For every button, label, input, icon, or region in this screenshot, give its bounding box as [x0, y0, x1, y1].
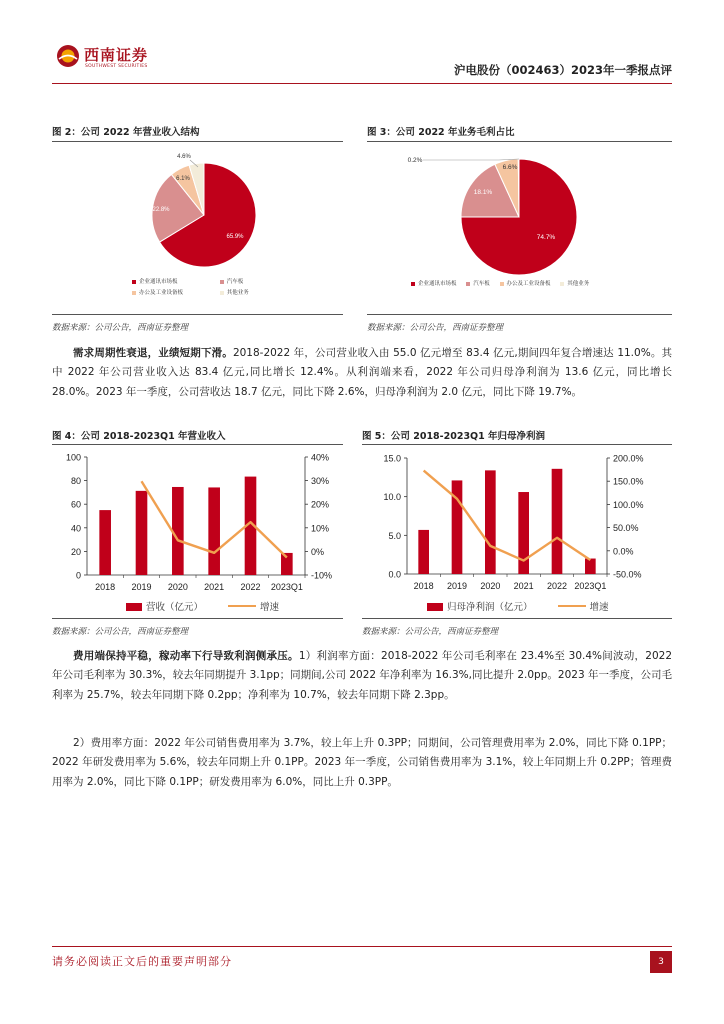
header-rule [52, 83, 672, 84]
x-tick-label: 2022 [240, 582, 261, 592]
fig4-combo-chart [52, 445, 343, 600]
report-title: 沪电股份（002463）2023年一季报点评 [453, 63, 672, 77]
chart-bar [418, 530, 429, 574]
x-tick-label: 2020 [167, 582, 188, 592]
growth-line [424, 471, 591, 561]
chart-bar [208, 487, 220, 575]
fig3-title: 图 3：公司 2022 年业务毛利占比 [367, 127, 515, 138]
logo-subtext: SOUTHWEST SECURITIES [85, 64, 148, 69]
legend-item: 其他业务 [560, 281, 589, 287]
y-tick-label-left: 80 [70, 476, 81, 487]
pie-value-label: 74.7% [536, 234, 556, 241]
y-tick-label-right: 0.0% [613, 546, 634, 557]
pie-value-label: 65.9% [226, 234, 244, 240]
y-tick-label-right: -50.0% [613, 569, 642, 580]
fig2-bottom-rule [52, 314, 343, 315]
pie-value-label: 18.1% [473, 189, 493, 196]
logo-icon [56, 44, 80, 68]
paragraph-heading: 费用端保持平稳，稼动率下行导致利润侧承压。 [73, 650, 299, 662]
fig5-bottom-rule [362, 618, 672, 619]
fig5-combo-chart [362, 445, 672, 600]
paragraph-body: 1）利润率方面：2018-2022 年公司毛利率在 23.4%至 30.4%间波动，2022 年公司毛利率为 30.3%，较去年同期提升 3.1pp；同期间,公司 2022 年净利率为 16.3%,同比提升 2.0pp。2023 年一季度，公司毛利率为 25.7%，较去年同期下降 0.2pp；净利率为 10.7%，较去年同期下降 2.3pp。 [52, 650, 673, 701]
paragraph-body: 2）费用率方面：2022 年公司销售费用率为 3.7%，较上年上升 0.3PP；同期间，公司管理费用率为 2.0%，同比下降 0.1PP；2022 年研发费用率为 5.6%，较去年同期上升 0.1PP。2023 年一季度，公司销售费用率为 3.1%，较上年同期上升 0.2PP；管理费用率为 2.0%，同比下降 0.1PP；研发费用率为 6.0%，同比上升 0.3PP。 [52, 737, 672, 788]
paragraph-body: 2018-2022 年，公司营业收入由 55.0 亿元增至 83.4 亿元,期间四年复合增速达 11.0%。其中 2022 年公司营业收入达 83.4 亿元,同比增长 12.4%。从利润端来看，2022 年公司归母净利润为 13.6 亿元，同比增长 28.0%。2023 年一季度，公司营收达 18.7 亿元，同比下降 2.6%，归母净利润为 2.0 亿元，同比下降 19.7%。 [52, 347, 672, 398]
chart-bar [172, 487, 184, 575]
pie-value-label: 6.1% [176, 176, 190, 182]
x-tick-label: 2020 [480, 581, 501, 591]
legend-item: 其他业务 [220, 290, 249, 296]
fig3-legend [411, 279, 589, 287]
fig3-source: 数据来源：公司公告，西南证券整理 [367, 323, 504, 333]
footer-rule [52, 946, 672, 947]
fig2-title: 图 2：公司 2022 年营业收入结构 [52, 127, 200, 138]
legend-item: 企业通讯市场板 [411, 281, 457, 287]
disclaimer-note: 请务必阅读正文后的重要声明部分 [52, 955, 232, 968]
legend-item: 汽车板 [220, 279, 244, 285]
y-tick-label-right: 50.0% [613, 523, 639, 534]
pie-value-label: 6.6% [502, 164, 518, 171]
y-tick-label-right: 200.0% [613, 453, 644, 464]
fig5-legend [427, 599, 609, 613]
fig4-source: 数据来源：公司公告，西南证券整理 [52, 627, 189, 637]
y-tick-label-left: 5.0 [388, 530, 401, 541]
x-tick-label: 2023Q1 [270, 582, 303, 592]
pie-value-label: 0.2% [407, 157, 423, 164]
x-tick-label: 2019 [446, 581, 468, 591]
fig2-source: 数据来源：公司公告，西南证券整理 [52, 323, 189, 333]
legend-item-bar: 营收（亿元） [126, 602, 203, 613]
y-tick-label-right: 40% [311, 452, 330, 463]
y-tick-label-right: 20% [311, 499, 330, 510]
x-tick-label: 2021 [204, 582, 225, 592]
paragraph-revenue [52, 344, 672, 402]
legend-item: 办公及工业设备板 [132, 288, 218, 296]
chart-bar [136, 491, 148, 575]
logo-text: 西南证券 [84, 46, 149, 64]
y-tick-label-left: 0 [75, 570, 81, 581]
fig5-source: 数据来源：公司公告，西南证券整理 [362, 627, 499, 637]
y-tick-label-left: 10.0 [383, 492, 401, 503]
paragraph-profitability [52, 647, 672, 705]
pie-leader-line [423, 159, 519, 160]
y-tick-label-left: 60 [70, 499, 81, 510]
legend-item: 办公及工业设备板 [500, 281, 551, 287]
page-number: 3 [650, 951, 672, 973]
y-tick-label-right: 0% [311, 546, 325, 557]
paragraph-heading: 需求周期性衰退，业绩短期下滑。 [73, 347, 233, 359]
legend-item-line: 增速 [228, 602, 279, 613]
pie-value-label: 4.6% [177, 154, 191, 160]
header [0, 0, 724, 90]
y-tick-label-right: 150.0% [613, 476, 644, 487]
legend-item: 汽车板 [466, 281, 490, 287]
x-tick-label: 2022 [546, 581, 568, 591]
fig4-bottom-rule [52, 618, 343, 619]
chart-bar [485, 470, 496, 574]
y-tick-label-right: 30% [311, 476, 330, 487]
y-tick-label-right: -10% [311, 570, 333, 581]
fig2-legend [132, 277, 332, 299]
x-tick-label: 2019 [131, 582, 152, 592]
y-tick-label-left: 100 [65, 452, 81, 463]
x-tick-label: 2023Q1 [574, 581, 607, 591]
legend-item: 企业通讯市场板 [132, 277, 218, 285]
legend-item-line: 增速 [558, 602, 609, 613]
fig5-title: 图 5：公司 2018-2023Q1 年归母净利润 [362, 431, 546, 442]
y-tick-label-left: 20 [70, 546, 81, 557]
y-tick-label-right: 10% [311, 523, 330, 534]
y-tick-label-left: 40 [70, 523, 81, 534]
x-tick-label: 2018 [413, 581, 434, 591]
paragraph-expense [52, 734, 672, 792]
x-tick-label: 2018 [95, 582, 116, 592]
fig3-bottom-rule [367, 314, 672, 315]
chart-bar [99, 510, 111, 575]
y-tick-label-left: 15.0 [383, 453, 401, 464]
pie-value-label: 22.8% [152, 207, 170, 213]
x-tick-label: 2021 [513, 581, 534, 591]
y-tick-label-left: 0.0 [388, 569, 401, 580]
fig4-legend [126, 599, 279, 613]
legend-item-bar: 归母净利润（亿元） [427, 602, 533, 613]
fig4-title: 图 4：公司 2018-2023Q1 年营业收入 [52, 431, 226, 442]
y-tick-label-right: 100.0% [613, 499, 644, 510]
chart-bar [552, 469, 563, 574]
chart-bar [585, 559, 596, 574]
